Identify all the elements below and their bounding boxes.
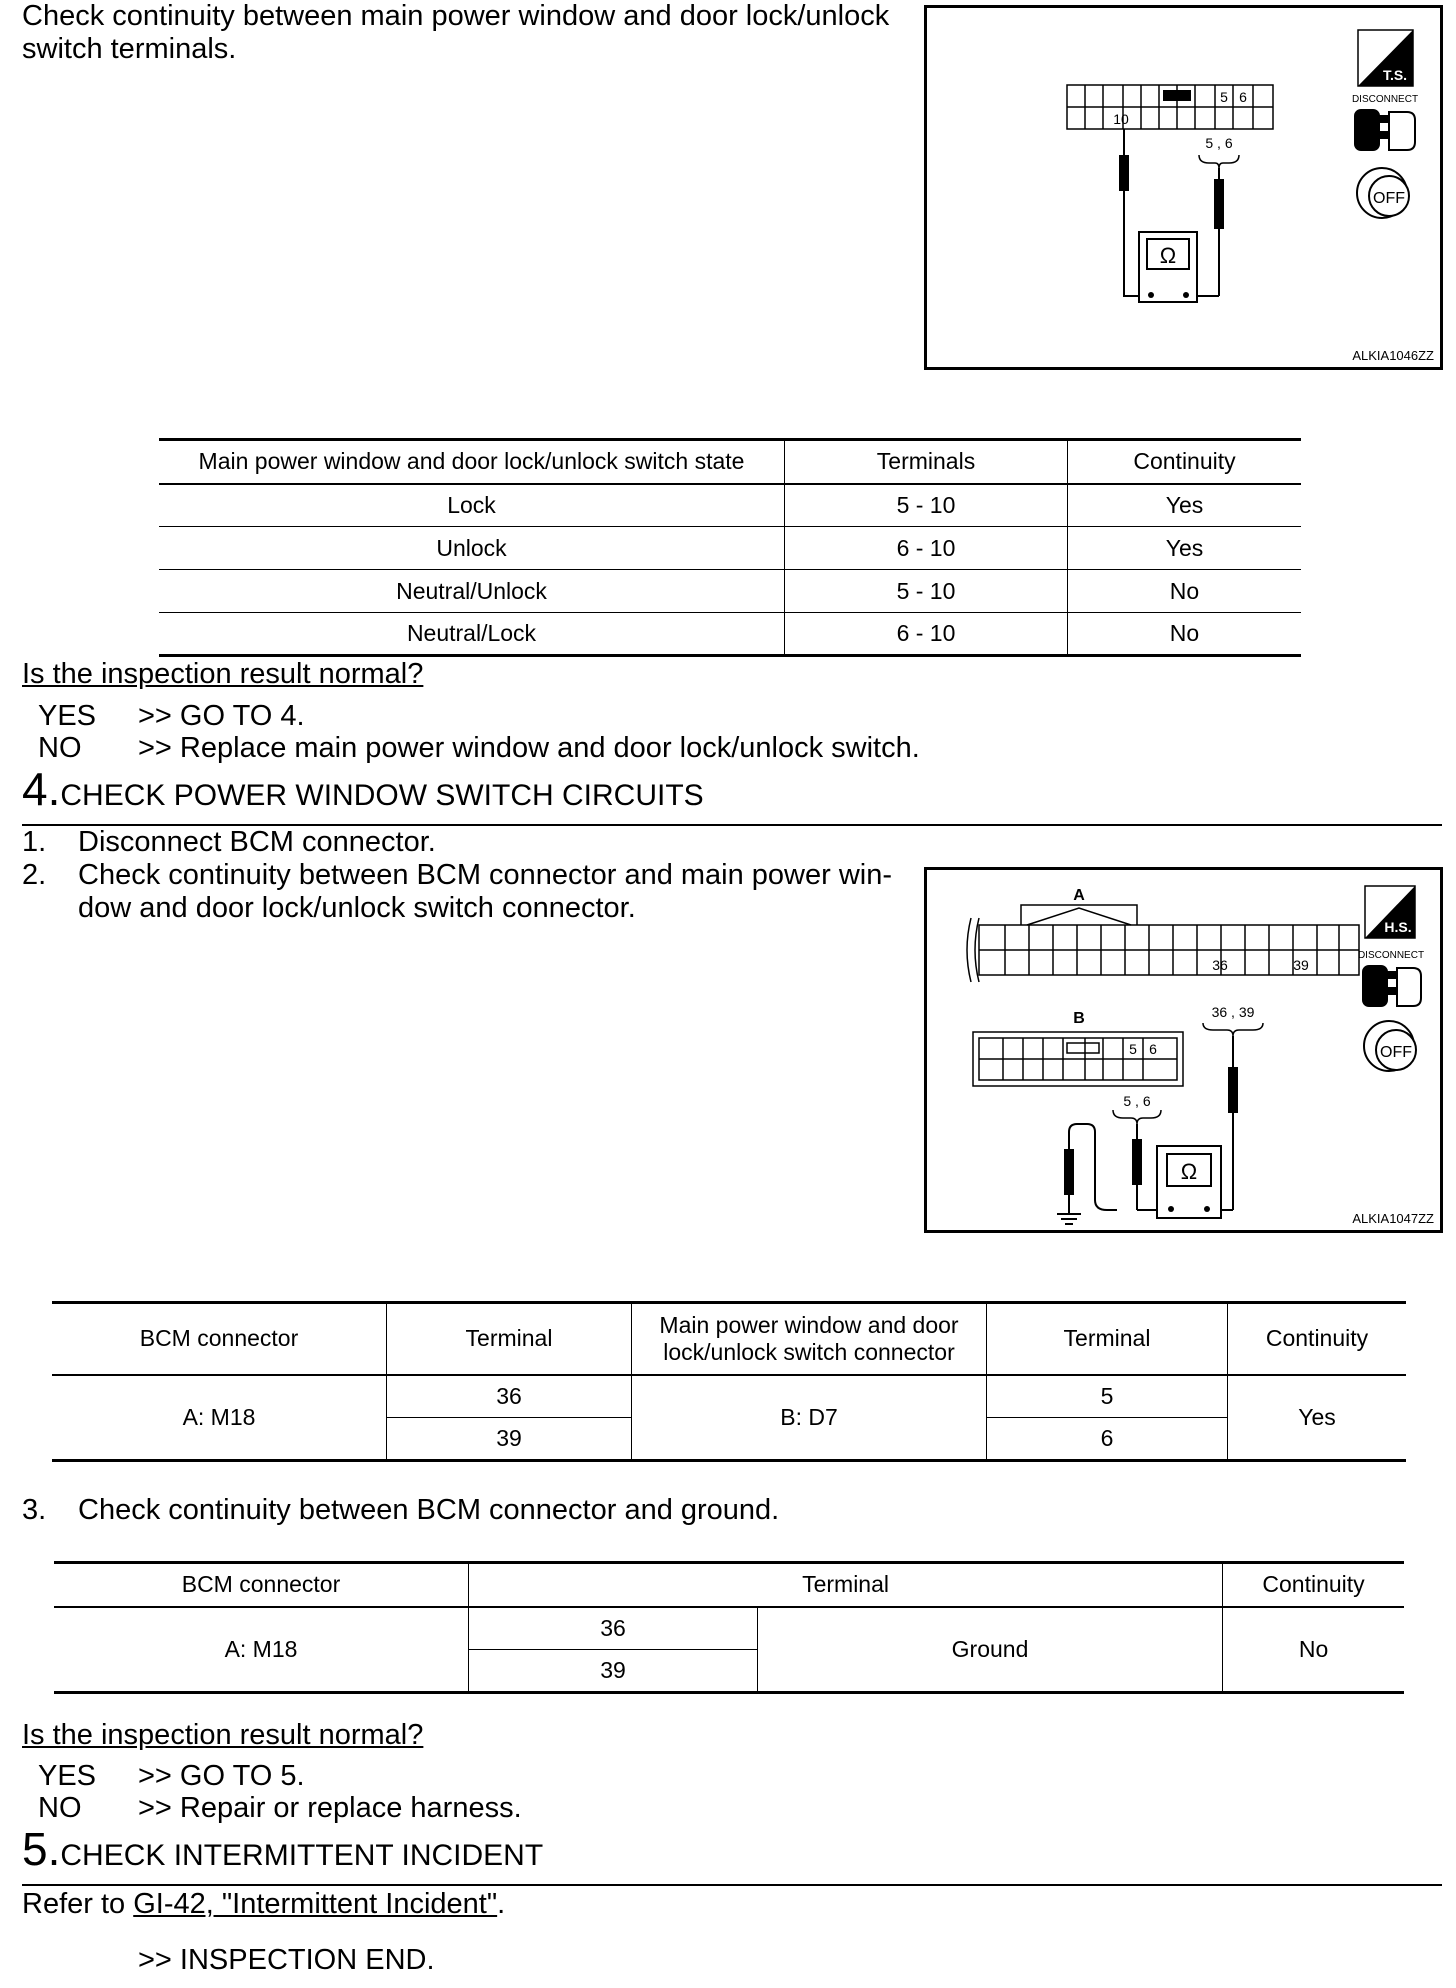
table-header-row [159,440,1301,484]
fig2-pin-36: 36 [1212,957,1228,973]
table-row: 39 [54,1650,1404,1693]
no-text-1: >> Replace main power window and door lock/unlock switch. [138,732,920,764]
figure-bcm-continuity [924,867,1443,1233]
step-4-item-3-text: Check continuity between BCM connector and ground. [78,1494,780,1526]
yes-text-2: >> GO TO 5. [138,1760,305,1792]
hs-icon [1365,886,1415,938]
fig2-ohm-symbol: Ω [1180,1159,1198,1184]
fig2-pin-5: 5 [1129,1041,1137,1057]
continuity-cell: No [1223,1607,1404,1693]
figure-2-code: ALKIA1047ZZ [1352,1211,1434,1226]
table-header-row [54,1563,1404,1607]
header-terminal: Terminal [469,1563,1223,1607]
step-5-divider [22,1884,1442,1886]
connector-a-label: A [1073,887,1085,904]
step-5-title: CHECK INTERMITTENT INCIDENT [60,1839,544,1872]
intro-text: Check continuity between main power window and door lock/unlock switch terminals. [22,0,890,65]
figure-2-diagram [927,870,1440,1230]
svg-text:OFF: OFF [1380,1044,1412,1061]
continuity-cell: Yes [1228,1375,1407,1461]
table-row: Neutral/Lock 6 - 10 No [159,613,1301,656]
connector-b-label: B [1073,1010,1085,1027]
no-key-1: NO [38,732,82,764]
inspection-question-1: Is the inspection result normal? [22,658,424,690]
header-switch-state: Main power window and door lock/unlock switch state [159,440,785,484]
header-switch-connector: Main power window and door lock/unlock switch connector [632,1303,987,1375]
header-bcm-connector: BCM connector [54,1563,469,1607]
step-5-number: 5. [22,1823,61,1875]
svg-text:H.S.: H.S. [1384,919,1412,935]
header-continuity: Continuity [1133,448,1236,475]
fig2-pin-39: 39 [1293,957,1309,973]
yes-key-1: YES [38,700,97,732]
inspection-question-2: Is the inspection result normal? [22,1719,424,1751]
header-bcm-connector: BCM connector [52,1303,387,1375]
bcm-connector-cell: A: M18 [54,1607,469,1693]
table-header-row [52,1303,1406,1375]
step-4-item-1-text: Disconnect BCM connector. [78,826,436,858]
refer-line: Refer to GI-42, "Intermittent Incident". [22,1888,506,1920]
fig1-disconnect-label: DISCONNECT [1351,94,1419,105]
fig1-probe-label: 5 , 6 [1205,135,1233,151]
fig1-pin-10: 10 [1113,111,1129,127]
fig1-pin-6: 6 [1239,89,1247,105]
disconnect-icon [1355,110,1415,150]
switch-connector-cell: B: D7 [632,1375,987,1461]
step-4-title: CHECK POWER WINDOW SWITCH CIRCUITS [60,779,704,812]
header-terminal: Terminal [387,1303,632,1375]
table-row: A: M18 36 B: D7 5 Yes [52,1375,1406,1418]
header-terminal-2: Terminal [987,1303,1228,1375]
fig2-disconnect-label: DISCONNECT [1357,950,1425,961]
bcm-connector-cell: A: M18 [52,1375,387,1461]
disconnect-icon [1363,966,1421,1006]
step-4-item-2-text: Check continuity between BCM connector and main power win- dow and door lock/unlock switch connector. [78,859,893,924]
ts-icon [1358,30,1413,86]
step-4-heading [22,763,704,815]
figure-1-code: ALKIA1046ZZ [1352,348,1434,363]
header-terminals: Terminals [785,440,1068,484]
fig2-probe-a-label: 36 , 39 [1211,1004,1255,1020]
table-row: Unlock 6 - 10 Yes [159,527,1301,570]
bcm-switch-continuity-table [52,1301,1406,1462]
ignition-off-icon [1357,168,1409,218]
yes-key-2: YES [38,1760,97,1792]
step-4-item-2-num: 2. [22,859,47,891]
table-row: 39 6 [52,1418,1406,1461]
svg-text:T.S.: T.S. [1382,67,1408,83]
no-key-2: NO [38,1792,82,1824]
inspection-end: >> INSPECTION END. [138,1944,435,1976]
fig1-ohm-symbol: Ω [1159,243,1177,268]
step-4-item-3-num: 3. [22,1494,47,1526]
fig1-pin-5: 5 [1220,89,1228,105]
yes-text-1: >> GO TO 4. [138,700,305,732]
step-5-heading [22,1823,544,1875]
svg-text:OFF: OFF [1373,190,1405,207]
figure-1-diagram [927,8,1440,367]
step-4-item-1-num: 1. [22,826,47,858]
no-text-2: >> Repair or replace harness. [138,1792,522,1824]
figure-switch-continuity [924,5,1443,370]
fig2-pin-6: 6 [1149,1041,1157,1057]
table-row: Lock 5 - 10 Yes [159,484,1301,527]
step-4-number: 4. [22,763,61,815]
switch-state-table [159,438,1301,657]
intermittent-incident-link[interactable]: GI-42, "Intermittent Incident" [133,1888,498,1920]
fig2-probe-b-label: 5 , 6 [1123,1093,1151,1109]
table-row: A: M18 36 Ground No [54,1607,1404,1650]
header-continuity: Continuity [1262,1571,1365,1598]
bcm-ground-continuity-table [54,1561,1404,1694]
ignition-off-icon [1364,1021,1416,1071]
ground-cell: Ground [758,1607,1223,1693]
table-row: Neutral/Unlock 5 - 10 No [159,570,1301,613]
header-continuity: Continuity [1265,1325,1369,1352]
